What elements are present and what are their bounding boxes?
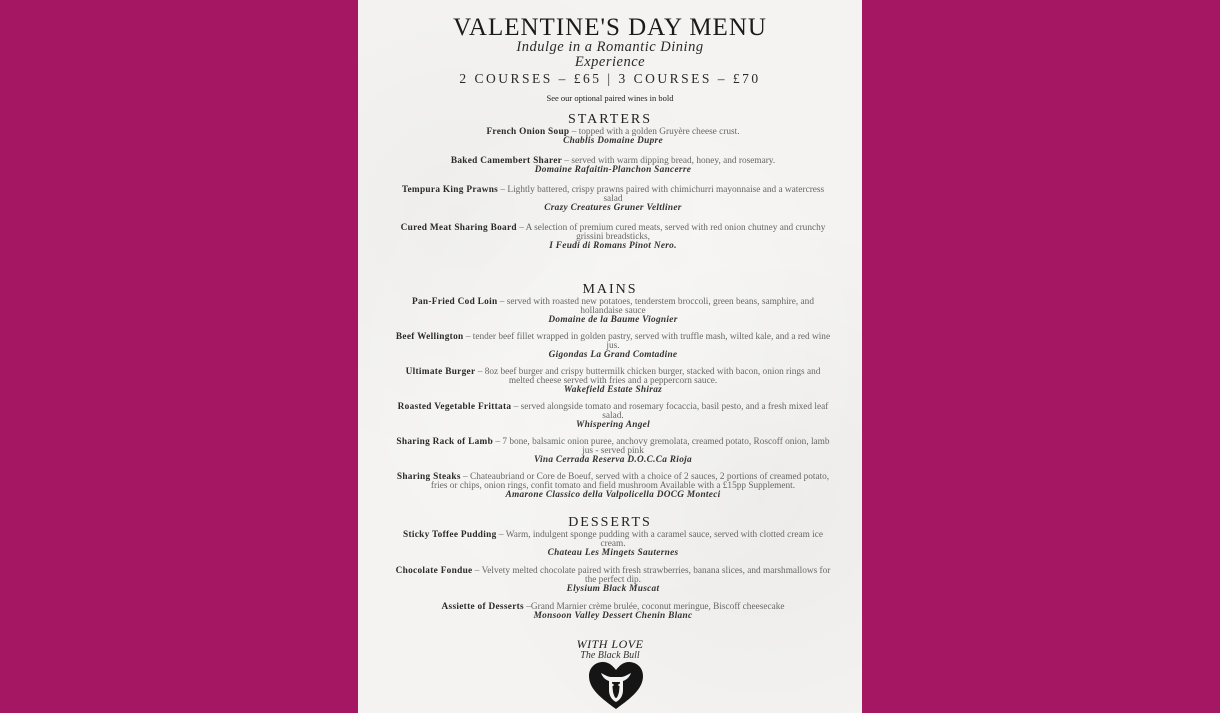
mains-heading: MAINS [582, 282, 638, 297]
menu-item [392, 224, 834, 252]
menu-item [392, 403, 834, 431]
menu-item [392, 438, 834, 466]
item-description: – 8oz beef burger and crispy buttermilk chicken burger, stacked with bacon, onion rings and melted cheese served with fries and a peppercorn sauce. [475, 367, 821, 387]
item-name: Beef Wellington [395, 332, 464, 342]
item-name: Tempura King Prawns [401, 185, 499, 195]
menu-item [392, 128, 834, 146]
item-wine: Amarone Classico della Valpolicella DOCG Monteci [505, 490, 721, 501]
subtitle-line-1: Indulge in a Romantic Dining [516, 39, 704, 55]
menu-subtitle [358, 40, 862, 70]
item-description: – 7 bone, balsamic onion puree, anchovy gremolata, creamed potato, Roscoff onion, lamb jus - served pink [493, 437, 830, 457]
item-name: Sharing Rack of Lamb [396, 437, 494, 447]
closing-text: WITH LOVE [576, 637, 644, 651]
item-wine: Vina Cerrada Reserva D.O.C.Ca Rioja [534, 455, 692, 466]
item-description: – Warm, indulgent sponge pudding with a caramel sauce, served with clotted cream ice cream. [496, 530, 824, 550]
menu-item [392, 531, 834, 559]
item-wine: Wakefield Estate Shiraz [563, 385, 663, 396]
bull-eye-right [618, 684, 620, 686]
item-name: Sticky Toffee Pudding [402, 530, 497, 540]
course-prices: 2 COURSES – £65 | 3 COURSES – £70 [459, 71, 761, 86]
item-description: – served alongside tomato and rosemary focaccia, basil pesto, and a fresh mixed leaf salad. [511, 402, 829, 422]
item-wine: Chablis Domaine Dupre [563, 136, 663, 147]
signature: The Black Bull [580, 650, 640, 661]
item-name: Pan-Fried Cod Loin [412, 297, 498, 307]
item-description: – A selection of premium cured meats, served with red onion chutney and crunchy grissini breadsticks, [516, 223, 826, 243]
item-description: – served with warm dipping bread, honey, and rosemary. [562, 156, 776, 166]
item-wine: Gigondas La Grand Comtadine [548, 350, 678, 361]
item-wine: Chateau Les Mingets Sauternes [547, 548, 679, 559]
item-wine: Crazy Creatures Gruner Veltliner [544, 203, 682, 214]
menu-item [392, 473, 834, 501]
item-wine: Monsoon Valley Dessert Chenin Blanc [533, 611, 693, 622]
item-name: Cured Meat Sharing Board [400, 223, 517, 233]
menu-item [392, 368, 834, 396]
menu-item [392, 157, 834, 175]
menu-item [392, 603, 834, 621]
desserts-heading: DESSERTS [568, 515, 652, 530]
item-wine: Domaine de la Baume Viognier [548, 315, 678, 326]
item-description: – Velvety melted chocolate paired with fresh strawberries, banana slices, and marshmallows for the perfect dip. [472, 566, 831, 586]
menu-title: VALENTINE'S DAY MENU [453, 14, 767, 41]
item-name: Chocolate Fondue [395, 566, 473, 576]
item-wine: I Feudi di Romans Pinot Nero. [549, 241, 677, 252]
item-name: Assiette of Desserts [441, 602, 524, 612]
item-description: – topped with a golden Gruyère cheese crust. [569, 127, 740, 137]
menu-item [392, 186, 834, 214]
menu-page [358, 0, 862, 713]
menu-item [392, 298, 834, 326]
menu-item [392, 333, 834, 361]
menu-item [392, 567, 834, 595]
item-description: – served with roasted new potatoes, tenderstem broccoli, green beans, samphire, and hollandaise sauce [497, 297, 814, 317]
item-wine: Elysium Black Muscat [566, 584, 660, 595]
item-wine: Domaine Rafaitin-Planchon Sancerre [534, 165, 692, 176]
item-name: Sharing Steaks [396, 472, 461, 482]
bull-eye-left [611, 684, 613, 686]
heart-bull-logo-icon [587, 660, 645, 710]
wine-pairing-note: See our optional paired wines in bold [546, 93, 674, 103]
item-wine: Whispering Angel [576, 420, 650, 431]
item-name: Roasted Vegetable Frittata [397, 402, 512, 412]
subtitle-line-2: Experience [574, 54, 646, 70]
item-description: – Lightly battered, crispy prawns paired with chimichurri mayonnaise and a watercress salad [498, 185, 825, 205]
starters-heading: STARTERS [567, 112, 653, 127]
item-description: – tender beef fillet wrapped in golden pastry, served with truffle mash, wilted kale, and a red wine jus. [463, 332, 831, 352]
item-description: – Chateaubriand or Core de Boeuf, served with a choice of 2 sauces, 2 portions of creamed potato, fries or chips, onion rings, confit tomato and field mushroom Available with a £15pp Supplement. [430, 472, 830, 492]
item-name: French Onion Soup [486, 127, 570, 137]
item-name: Baked Camembert Sharer [450, 156, 563, 166]
item-description: –Grand Marnier crème brulée, coconut meringue, Biscoff cheesecake [523, 602, 785, 612]
item-name: Ultimate Burger [405, 367, 476, 377]
